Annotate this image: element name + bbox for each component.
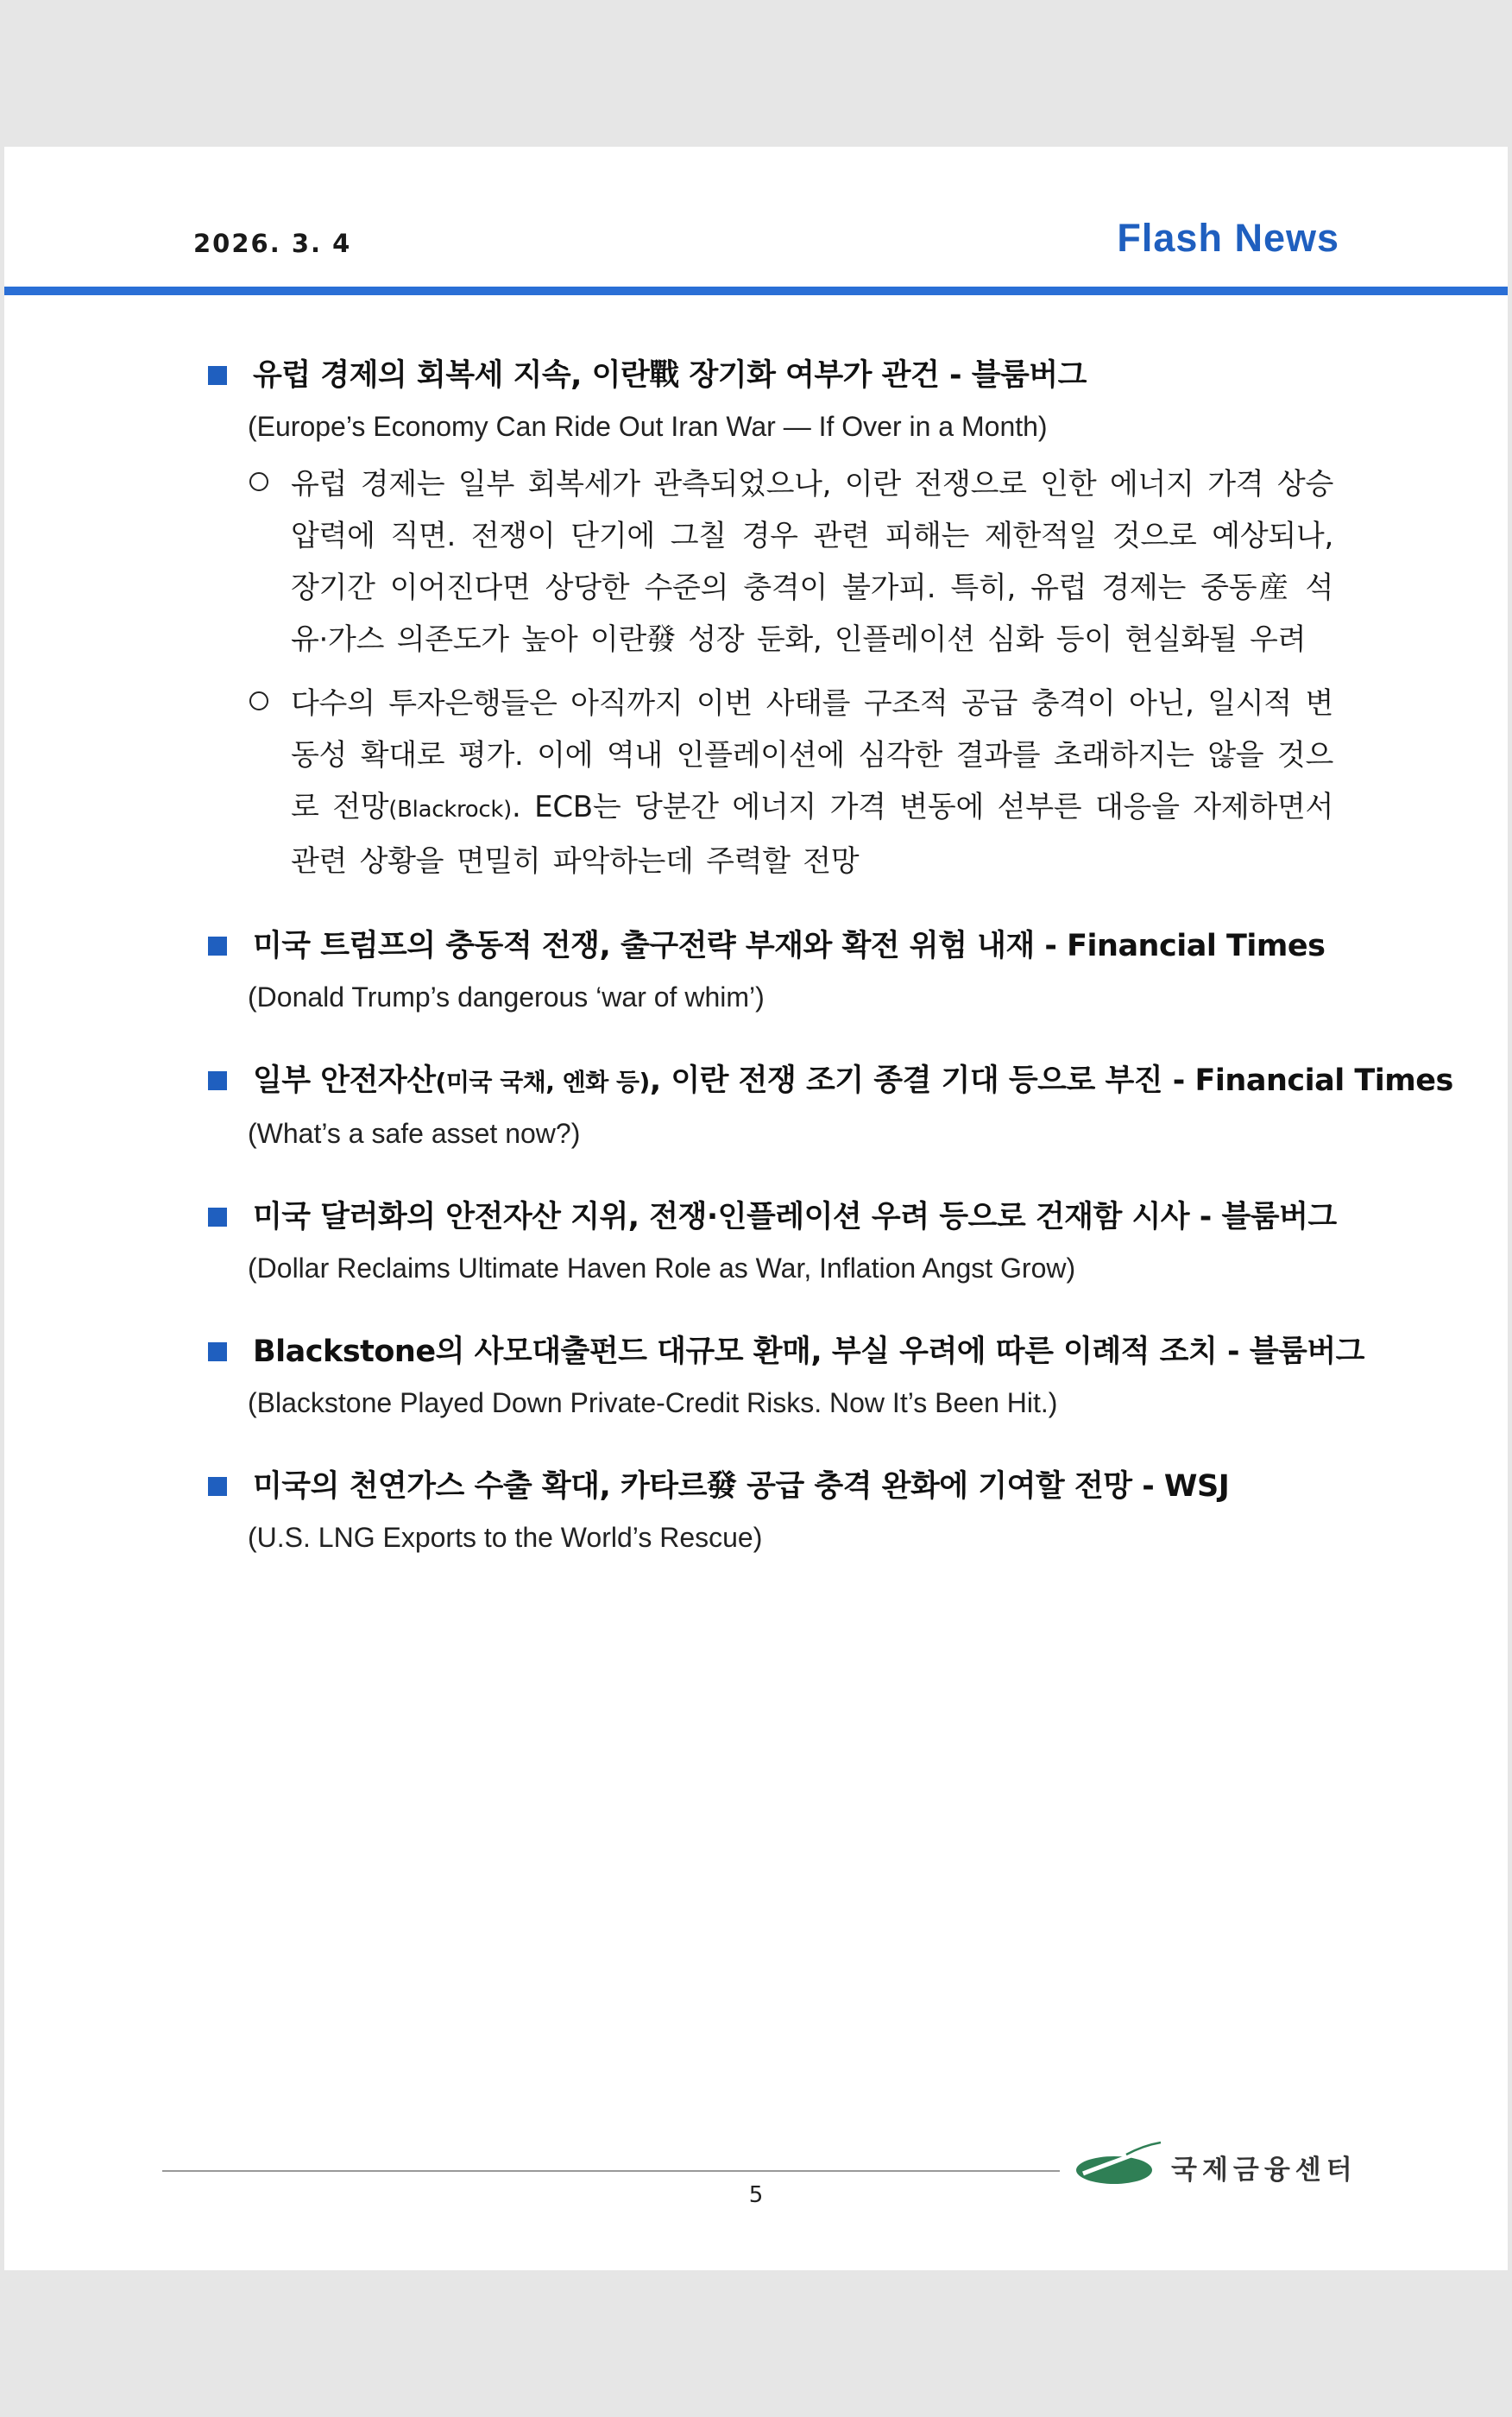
news-bullet: 유럽 경제는 일부 회복세가 관측되었으나, 이란 전쟁으로 인한 에너지 가격 상승 압력에 직면. 전쟁이 단기에 그칠 경우 관련 피해는 제한적일 것으로 예상되나, 장기간 이어진다면 상당한 수준의 충격이 불가피. 특히, 유럽 경제는 중동産 석유·가스 의존도가 높아 이란發 성장 둔화, 인플레이션 심화 등이 현실화될 우려 [203, 458, 1333, 666]
news-subtitle: (Europe’s Economy Can Ride Out Iran War — If Over in a Month) [248, 411, 1048, 442]
circle-bullet-icon [249, 691, 268, 710]
news-headline: 미국 달러화의 안전자산 지위, 전쟁·인플레이션 우려 등으로 건재함 시사 - 블룸버그 [203, 1191, 1333, 1243]
news-headline: Blackstone의 사모대출펀드 대규모 환매, 부실 우려에 따른 이례적 조치 - 블룸버그 [203, 1326, 1333, 1378]
square-bullet-icon [208, 1342, 227, 1361]
source-note: (Blackrock) [388, 797, 513, 823]
header-rule [4, 287, 1508, 295]
news-item [203, 1326, 1364, 1428]
news-item [203, 1191, 1337, 1293]
news-bullet: 다수의 투자은행들은 아직까지 이번 사태를 구조적 공급 충격이 아닌, 일시적 변동성 확대로 평가. 이에 역내 인플레이션에 심각한 결과를 초래하지는 않을 것으로 전망(Blackrock). ECB는 당분간 에너지 가격 변동에 섣부른 대응을 자제하면서 관련 상황을 면밀히 파악하는데 주력할 전망 [203, 678, 1333, 887]
kcif-logo [1074, 2132, 1358, 2193]
news-item [203, 920, 1333, 1022]
square-bullet-icon [208, 1477, 227, 1496]
logo-text: 국제금융센터 [1171, 2155, 1358, 2186]
report-date: 2026. 3. 4 [193, 229, 352, 258]
news-headline: 유럽 경제의 회복세 지속, 이란戰 장기화 여부가 관건 - 블룸버그 [203, 350, 1333, 401]
square-bullet-icon [208, 937, 227, 956]
square-bullet-icon [208, 1071, 227, 1090]
news-subtitle: (Blackstone Played Down Private-Credit Risks. Now It’s Been Hit.) [248, 1387, 1058, 1418]
report-title: Flash News [1117, 216, 1339, 260]
square-bullet-icon [208, 1208, 227, 1227]
news-subtitle: (Dollar Reclaims Ultimate Haven Role as War, Inflation Angst Grow) [248, 1253, 1076, 1284]
leaf-logo-icon [1074, 2139, 1164, 2187]
news-item [203, 1461, 1333, 1562]
news-subtitle: (U.S. LNG Exports to the World’s Rescue) [248, 1522, 763, 1553]
footer-rule [162, 2170, 1060, 2172]
news-item [203, 1055, 1453, 1158]
circle-bullet-icon [249, 472, 268, 491]
news-headline: 일부 안전자산(미국 국채, 엔화 등), 이란 전쟁 조기 종결 기대 등으로 부진 - Financial Times [203, 1055, 1333, 1108]
news-headline: 미국의 천연가스 수출 확대, 카타르發 공급 충격 완화에 기여할 전망 - WSJ [203, 1461, 1333, 1512]
news-bullets [203, 458, 1333, 887]
page-number: 5 [748, 2182, 764, 2208]
news-list [203, 350, 1453, 1595]
news-headline: 미국 트럼프의 충동적 전쟁, 출구전략 부재와 확전 위험 내재 - Financial Times [203, 920, 1333, 972]
news-subtitle: (Donald Trump’s dangerous ‘war of whim’) [248, 981, 765, 1013]
square-bullet-icon [208, 366, 227, 385]
news-subtitle: (What’s a safe asset now?) [248, 1118, 581, 1149]
news-item [203, 350, 1333, 887]
document-page [4, 147, 1508, 2270]
